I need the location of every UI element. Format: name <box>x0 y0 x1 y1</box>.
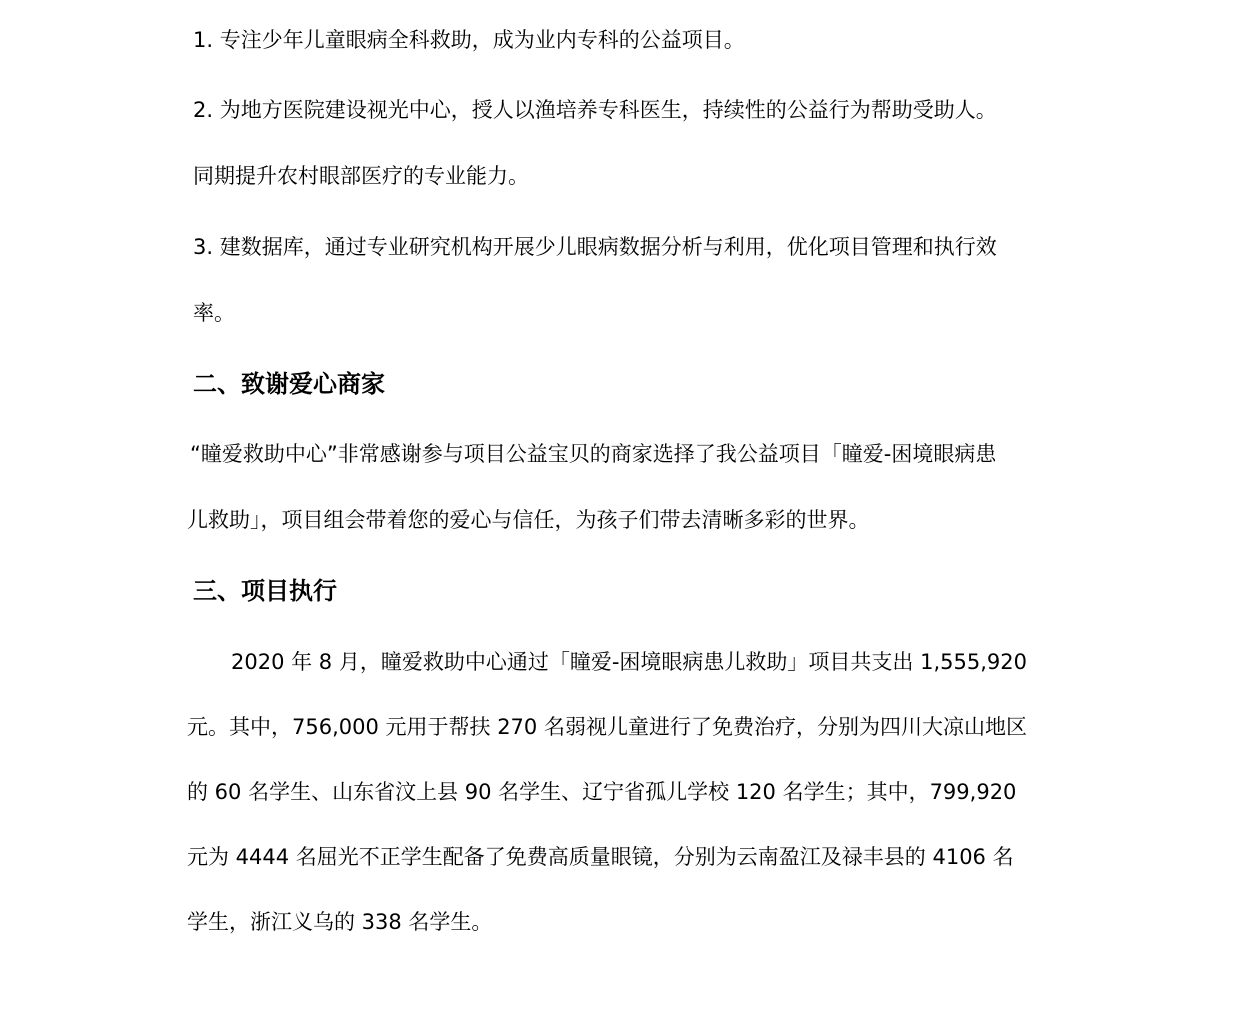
execution-paragraph-line-4: 元为 4444 名屈光不正学生配备了免费高质量眼镜，分别为云南盈江及禄丰县的 4106 名 <box>187 845 1014 869</box>
list-item-1: 1. 专注少年儿童眼病全科救助，成为业内专科的公益项目。 <box>193 28 745 52</box>
thanks-paragraph-line-2: 儿救助」，项目组会带着您的爱心与信任，为孩子们带去清晰多彩的世界。 <box>187 508 870 532</box>
execution-paragraph-line-2: 元。其中，756,000 元用于帮扶 270 名弱视儿童进行了免费治疗，分别为四川大凉山地区 <box>187 715 1027 739</box>
list-item-3-line-2: 率。 <box>193 301 235 325</box>
thanks-paragraph-line-1: “瞳爱救助中心”非常感谢参与项目公益宝贝的商家选择了我公益项目「瞳爱-困境眼病患 <box>190 442 997 466</box>
list-item-2-line-1: 2. 为地方医院建设视光中心，授人以渔培养专科医生，持续性的公益行为帮助受助人。 <box>193 98 997 122</box>
execution-paragraph-line-1: 2020 年 8 月，瞳爱救助中心通过「瞳爱-困境眼病患儿救助」项目共支出 1,555,920 <box>231 650 1027 674</box>
execution-paragraph-line-5: 学生，浙江义乌的 338 名学生。 <box>187 910 493 934</box>
section-heading-execution: 三、项目执行 <box>193 577 337 605</box>
section-heading-thanks: 二、致谢爱心商家 <box>193 370 385 398</box>
list-item-2-line-2: 同期提升农村眼部医疗的专业能力。 <box>193 164 529 188</box>
execution-paragraph-line-3: 的 60 名学生、山东省汶上县 90 名学生、辽宁省孤儿学校 120 名学生；其中，799,920 <box>187 780 1017 804</box>
list-item-3-line-1: 3. 建数据库，通过专业研究机构开展少儿眼病数据分析与利用，优化项目管理和执行效 <box>193 235 997 259</box>
